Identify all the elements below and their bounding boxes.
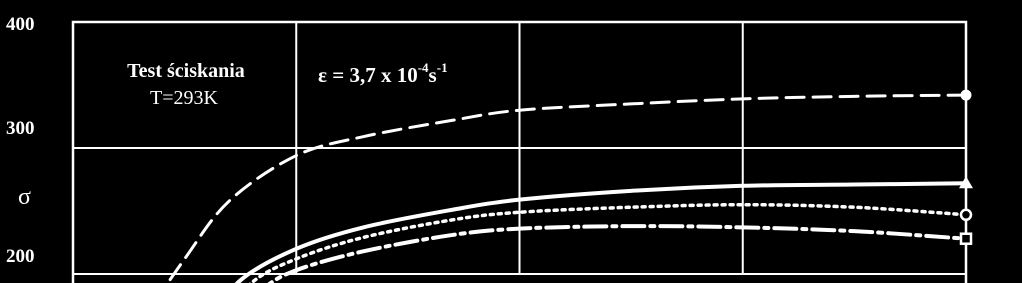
- y-axis-label: σ: [18, 184, 31, 210]
- temperature-label: T=293K: [150, 87, 218, 109]
- series-marker-1: [961, 90, 972, 101]
- strain-rate-label: [318, 60, 448, 87]
- strain-rate-exponent-1: -4: [417, 60, 429, 75]
- test-name-label: Test ściskania: [127, 60, 245, 82]
- strain-rate-prefix: ε = 3,7 x 10: [318, 63, 418, 87]
- y-tick-label-200: 200: [6, 246, 35, 267]
- series-marker-3: [961, 210, 971, 220]
- series-marker-4: [961, 234, 971, 244]
- strain-rate-unit: s: [428, 63, 437, 87]
- strain-rate-exponent-2: -1: [436, 60, 448, 75]
- y-tick-label-400: 400: [6, 14, 35, 35]
- y-tick-label-300: 300: [6, 118, 35, 139]
